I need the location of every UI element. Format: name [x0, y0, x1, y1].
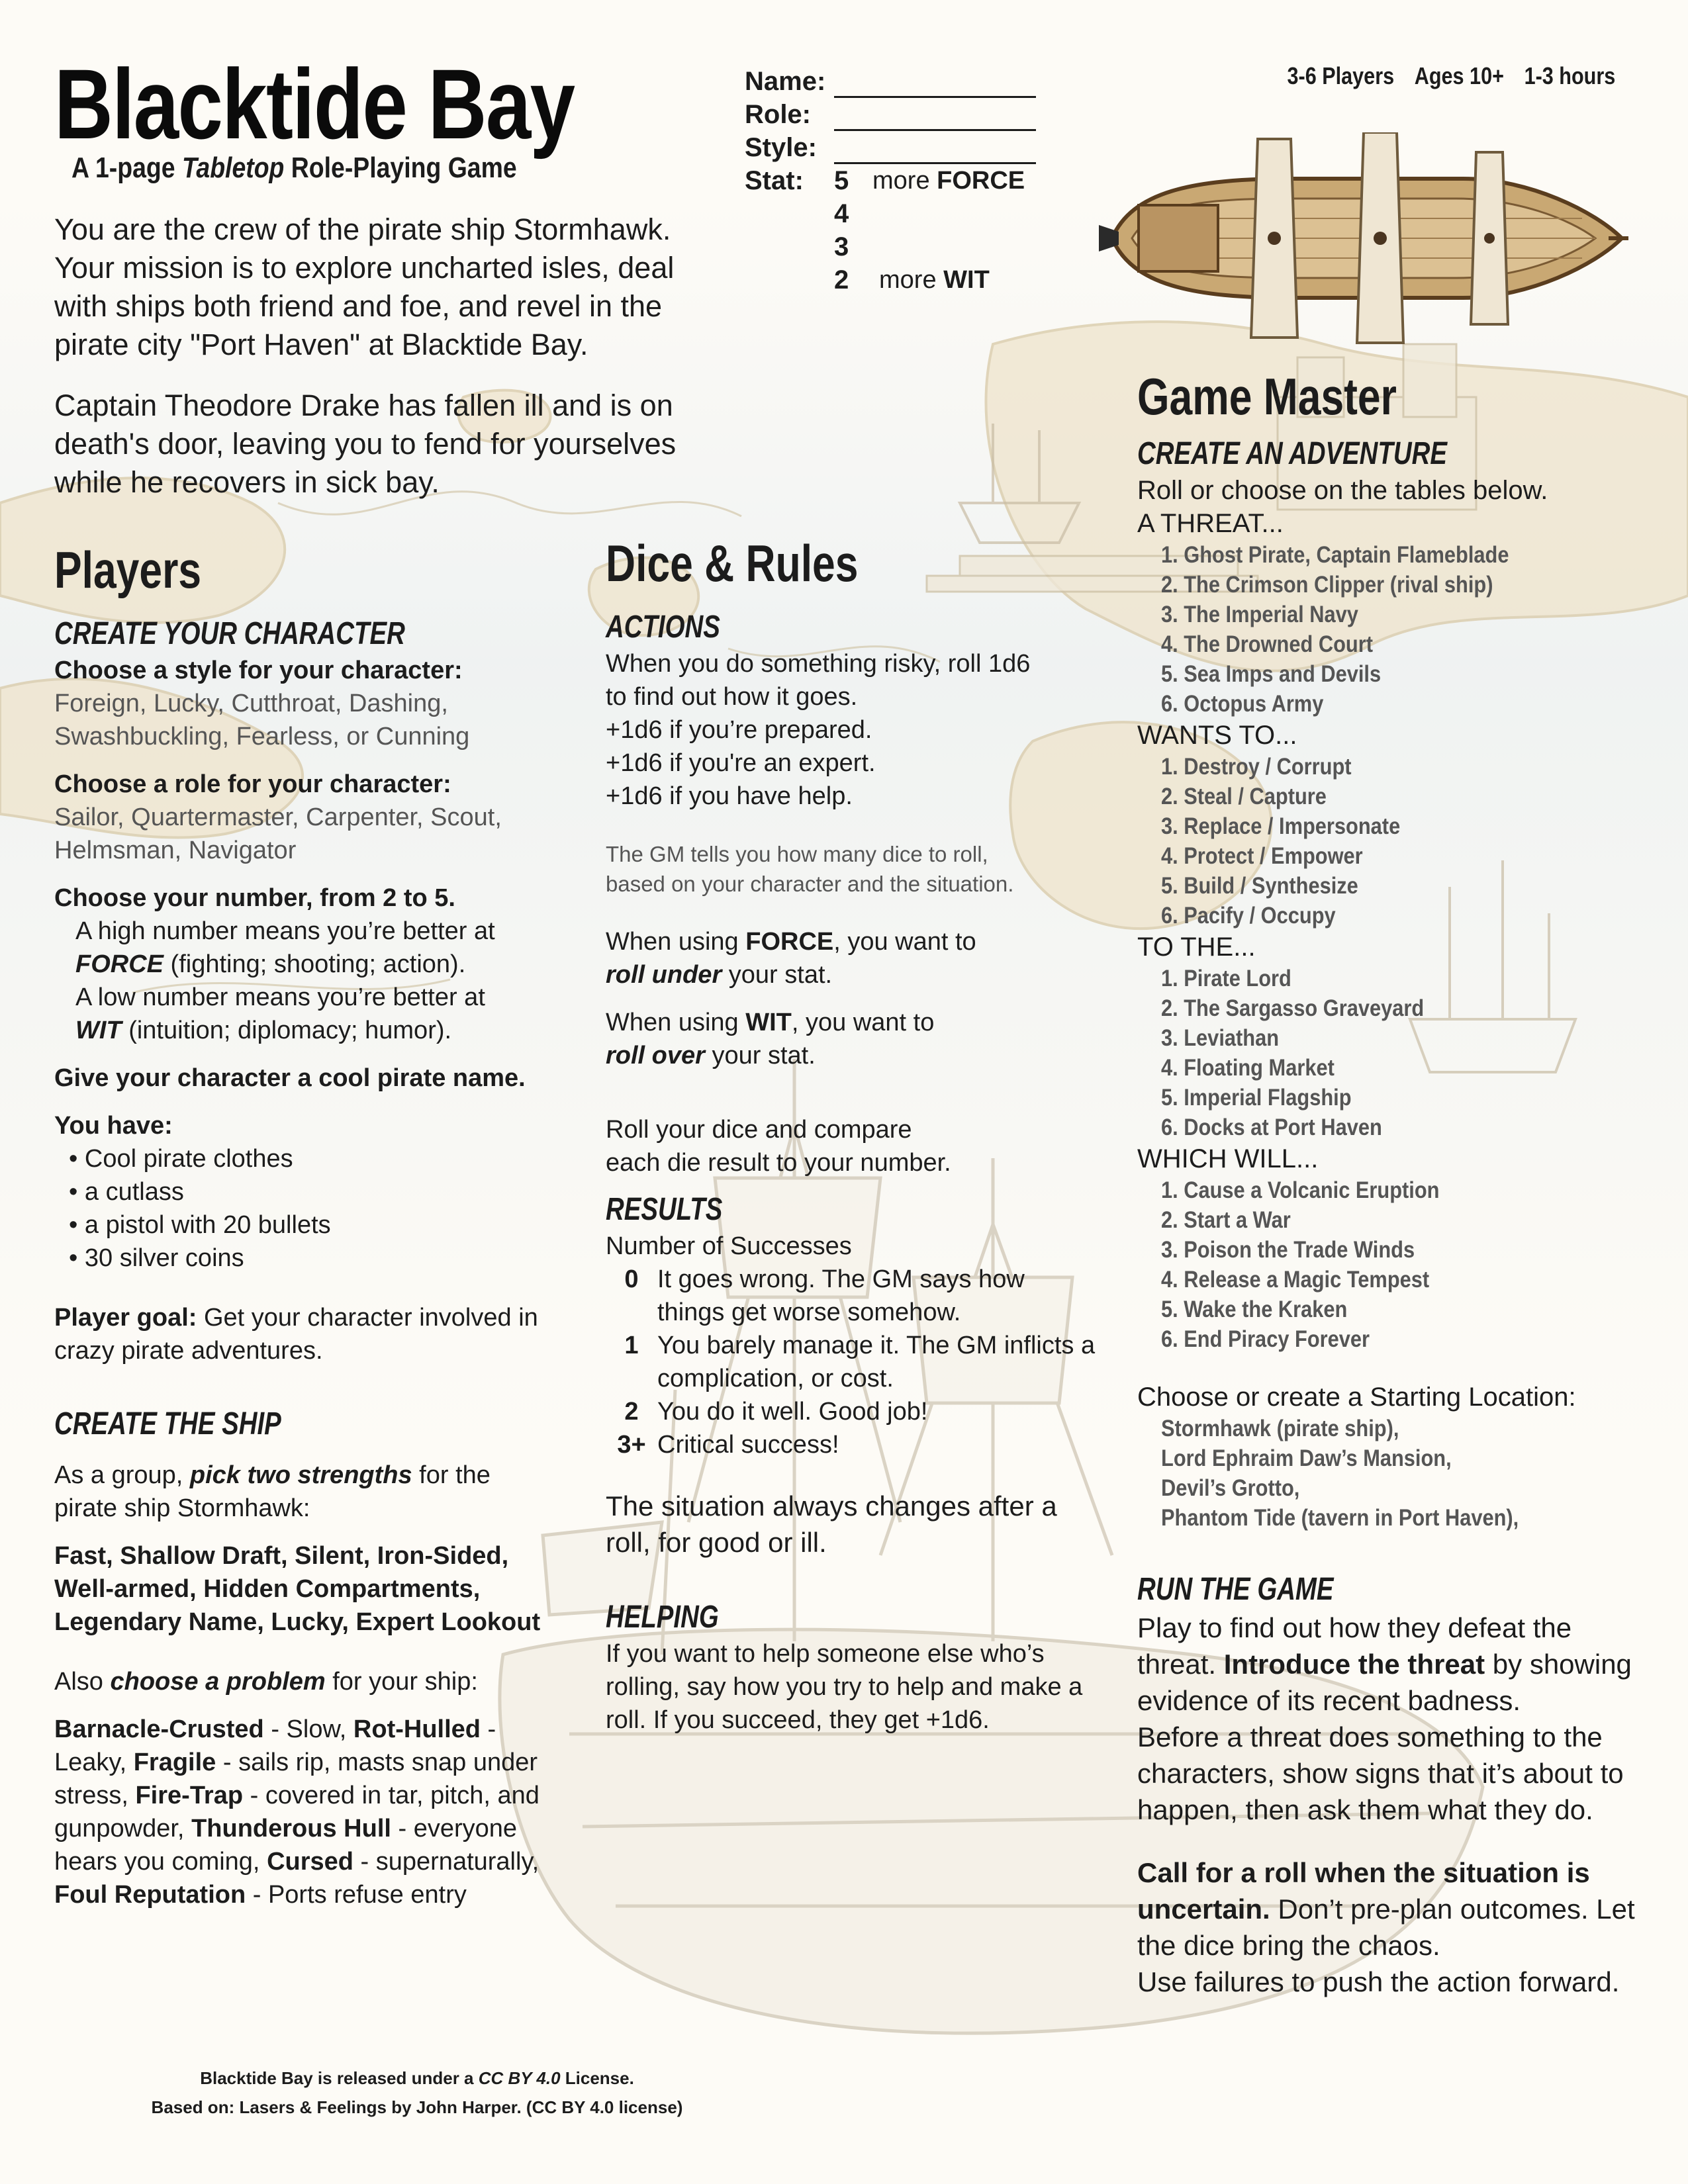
name-field[interactable]	[834, 69, 1036, 98]
wit-rule: When using WIT, you want to	[606, 1009, 935, 1036]
table-row: 2. Steal / Capture	[1161, 784, 1327, 809]
intro-paragraph: You are the crew of the pirate ship Stormhawk. Your mission is to explore uncharted isles, deal with ships both friend and foe, and revel in the pirate city "Port Haven" at Blacktide Bay.	[54, 212, 675, 361]
table-row: 1. Pirate Lord	[1161, 966, 1291, 991]
you-have-label: You have:	[54, 1112, 173, 1140]
actions-line: +1d6 if you're an expert.	[606, 749, 876, 777]
players-section	[54, 541, 557, 1911]
player-goal: Player goal: Get your character involved in crazy pirate adventures.	[54, 1304, 538, 1365]
list-item: Phantom Tide (tavern in Port Haven),	[1161, 1505, 1519, 1531]
gm-section	[1137, 367, 1640, 2000]
stat-label: Stat:	[745, 166, 804, 195]
run-paragraph: Use failures to push the action forward.	[1137, 1966, 1620, 1997]
wants-table	[1137, 752, 1640, 931]
location-list	[1137, 1414, 1640, 1533]
create-adventure-heading: CREATE AN ADVENTURE	[1137, 436, 1447, 471]
table-row: 4. Release a Magic Tempest	[1161, 1267, 1430, 1293]
gm-heading: Game Master	[1137, 367, 1397, 426]
table-row: 1. Destroy / Corrupt	[1161, 754, 1352, 780]
name-instruction: Give your character a cool pirate name.	[54, 1064, 526, 1092]
helping-heading: HELPING	[606, 1600, 719, 1635]
number-question: Choose your number, from 2 to 5.	[54, 884, 455, 912]
run-paragraph: Play to find out how they defeat the threat. Introduce the threat by showing evidence of its recent badness.	[1137, 1612, 1632, 1716]
actions-line: to find out how it goes.	[606, 683, 858, 711]
location-label: Choose or create a Starting Location:	[1137, 1383, 1576, 1412]
force-rule: When using FORCE, you want to	[606, 928, 976, 956]
run-game-heading: RUN THE GAME	[1137, 1572, 1334, 1607]
table-row: 6. Octopus Army	[1161, 691, 1324, 717]
stat-value-3[interactable]: 3	[834, 232, 849, 261]
ship-strengths: Fast, Shallow Draft, Silent, Iron-Sided, Well-armed, Hidden Compartments, Legendary Name, Lucky, Expert Lookout	[54, 1542, 541, 1636]
more-force-note: more FORCE	[872, 167, 1025, 195]
play-time: 1-3 hours	[1524, 62, 1615, 89]
table-row: 4. The Drowned Court	[1161, 631, 1373, 657]
list-item: • Cool pirate clothes	[69, 1145, 293, 1173]
table-row: 3. Leviathan	[1161, 1025, 1280, 1051]
table-row: 6. End Piracy Forever	[1161, 1326, 1370, 1352]
gm-dice-note: The GM tells you how many dice to roll,	[606, 842, 988, 866]
table-row: 4. Protect / Empower	[1161, 843, 1363, 869]
helping-text: If you want to help someone else who’s rolling, say how you try to help and make a roll. If you succeed, they get +1d6.	[606, 1640, 1083, 1734]
results-heading: RESULTS	[606, 1192, 723, 1227]
game-meta	[1267, 62, 1615, 90]
players-heading: Players	[54, 541, 202, 599]
list-item: Lord Ephraim Daw’s Mansion,	[1161, 1445, 1452, 1471]
rules-section	[606, 534, 1096, 1737]
ship-problems: Barnacle-Crusted - Slow, Rot-Hulled - Leaky, Fragile - sails rip, masts snap under stress, Fire-Trap - covered in tar, pitch, and gunpowder, Thunderous Hull - everyone hears you coming, Cursed - supernaturally, Foul Reputation - Ports refuse entry	[54, 1715, 539, 1909]
list-item: • a pistol with 20 bullets	[69, 1211, 331, 1239]
age-range: Ages 10+	[1414, 62, 1504, 89]
run-paragraph: Before a threat does something to the characters, show signs that it’s about to happen, then ask them what they do.	[1137, 1721, 1624, 1825]
license-line: Blacktide Bay is released under a CC BY 4.0 License.	[200, 2068, 634, 2088]
character-sheet	[745, 65, 1036, 296]
which-will-label: WHICH WILL...	[1137, 1144, 1319, 1173]
style-label: Style:	[745, 133, 817, 162]
role-field[interactable]	[834, 103, 1036, 131]
wants-label: WANTS TO...	[1137, 721, 1297, 750]
style-field[interactable]	[834, 136, 1036, 164]
result-row: 3+ Critical success!	[617, 1431, 839, 1459]
list-item: Devil’s Grotto,	[1161, 1475, 1300, 1501]
table-row: 2. The Crimson Clipper (rival ship)	[1161, 572, 1493, 598]
table-row: 6. Pacify / Occupy	[1161, 903, 1336, 929]
situation-note: The situation always changes after a roll, for good or ill.	[606, 1490, 1057, 1558]
role-options: Sailor, Quartermaster, Carpenter, Scout, Helmsman, Navigator	[54, 803, 502, 864]
table-row: 5. Sea Imps and Devils	[1161, 661, 1382, 687]
table-row: 6. Docks at Port Haven	[1161, 1115, 1382, 1140]
table-row: 2. Start a War	[1161, 1207, 1291, 1233]
threat-label: A THREAT...	[1137, 509, 1284, 538]
threat-table	[1137, 540, 1640, 719]
list-item: • a cutlass	[69, 1178, 184, 1206]
ship-strengths-intro: As a group, pick two strengths for the pirate ship Stormhawk:	[54, 1461, 491, 1522]
role-question: Choose a role for your character:	[54, 770, 451, 798]
ship-problem-intro: Also choose a problem for your ship:	[54, 1668, 478, 1696]
wit-description: WIT (intuition; diplomacy; humor).	[75, 1017, 452, 1044]
table-row: 3. The Imperial Navy	[1161, 602, 1358, 627]
result-row: 0 It goes wrong. The GM says how things get worse somehow.	[624, 1265, 1025, 1326]
style-options: Foreign, Lucky, Cutthroat, Dashing, Swashbuckling, Fearless, or Cunning	[54, 690, 470, 751]
role-label: Role:	[745, 100, 811, 129]
table-row: 5. Wake the Kraken	[1161, 1297, 1348, 1322]
result-row: 2 You do it well. Good job!	[624, 1398, 928, 1426]
intro-paragraph: Captain Theodore Drake has fallen ill and is on death's door, leaving you to fend for yourselves while he recovers in sick bay.	[54, 388, 677, 499]
license-footer	[0, 2064, 834, 2122]
actions-line: +1d6 if you have help.	[606, 782, 853, 810]
successes-label: Number of Successes	[606, 1232, 852, 1260]
table-row: 1. Ghost Pirate, Captain Flameblade	[1161, 542, 1509, 568]
force-rule-detail: roll under your stat.	[606, 961, 833, 989]
credit-line: Based on: Lasers & Feelings by John Harper. (CC BY 4.0 license)	[151, 2097, 683, 2117]
table-row: 2. The Sargasso Graveyard	[1161, 995, 1425, 1021]
table-row: 1. Cause a Volcanic Eruption	[1161, 1177, 1440, 1203]
intro-text	[54, 210, 690, 524]
table-row: 4. Floating Market	[1161, 1055, 1335, 1081]
table-row: 5. Imperial Flagship	[1161, 1085, 1352, 1111]
stat-value-2[interactable]: 2	[834, 265, 849, 295]
tables-intro: Roll or choose on the tables below.	[1137, 476, 1548, 505]
actions-heading: ACTIONS	[606, 610, 720, 645]
stat-value-4[interactable]: 4	[834, 199, 849, 228]
game-subtitle: A 1-page Tabletop Role-Playing Game	[71, 152, 517, 184]
rules-heading: Dice & Rules	[606, 534, 859, 592]
target-table	[1137, 964, 1640, 1142]
compare-line: each die result to your number.	[606, 1149, 951, 1177]
stat-value-5[interactable]: 5	[834, 166, 849, 195]
to-the-label: TO THE...	[1137, 933, 1256, 962]
force-description: FORCE (fighting; shooting; action).	[75, 950, 466, 978]
gm-dice-note: based on your character and the situation.	[606, 872, 1014, 896]
list-item: • 30 silver coins	[69, 1244, 244, 1272]
create-ship-heading: CREATE THE SHIP	[54, 1406, 281, 1441]
table-row: 3. Replace / Impersonate	[1161, 813, 1401, 839]
style-question: Choose a style for your character:	[54, 657, 463, 684]
high-number-line: A high number means you’re better at	[75, 917, 495, 945]
game-title: Blacktide Bay	[54, 48, 575, 159]
table-row: 5. Build / Synthesize	[1161, 873, 1358, 899]
wit-rule-detail: roll over your stat.	[606, 1042, 816, 1069]
name-label: Name:	[745, 67, 826, 96]
result-row: 1 You barely manage it. The GM inflicts a complication, or cost.	[624, 1332, 1096, 1392]
actions-line: +1d6 if you’re prepared.	[606, 716, 872, 744]
result-table	[1137, 1175, 1640, 1354]
compare-line: Roll your dice and compare	[606, 1116, 912, 1144]
players-count: 3-6 Players	[1287, 62, 1394, 89]
low-number-line: A low number means you’re better at	[75, 983, 485, 1011]
actions-line: When you do something risky, roll 1d6	[606, 650, 1031, 678]
run-paragraph: Call for a roll when the situation is uncertain. Don’t pre-plan outcomes. Let the dice bring the chaos.	[1137, 1857, 1635, 1961]
galleon-illustration	[1092, 132, 1628, 344]
table-row: 3. Poison the Trade Winds	[1161, 1237, 1415, 1263]
more-wit-note: more WIT	[879, 266, 990, 294]
list-item: Stormhawk (pirate ship),	[1161, 1416, 1399, 1441]
create-character-heading: CREATE YOUR CHARACTER	[54, 616, 405, 651]
